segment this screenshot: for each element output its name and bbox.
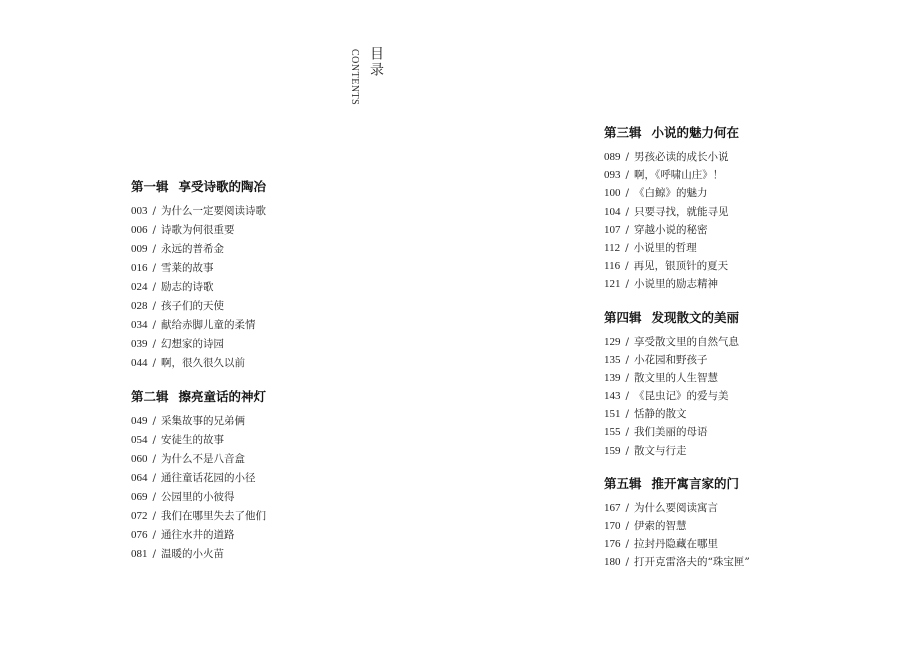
page-number: 034 [131, 319, 148, 331]
section-name: 享受诗歌的陶冶 [178, 179, 267, 194]
toc-entry[interactable]: 072 / 我们在哪里失去了他们 [131, 510, 267, 522]
entry-title: 小说里的哲理 [633, 241, 697, 254]
entry-title: 《昆虫记》的爱与美 [634, 390, 729, 403]
right-column [604, 122, 864, 585]
toc-entry[interactable]: 089 / 男孩必读的成长小说 [604, 151, 729, 163]
entry-title: 伊索的智慧 [634, 520, 687, 532]
entry-title: 啊，很久很久以前 [161, 357, 246, 369]
page-number: 159 [604, 444, 621, 457]
entry-title: 小说里的励志精神 [634, 278, 719, 291]
entry-title: 我们在哪里失去了他们 [161, 510, 267, 522]
page-number: 039 [131, 338, 148, 350]
section-number: 第四辑 [604, 309, 642, 325]
entry-list [131, 202, 391, 373]
entry-title: 拉封丹隐藏在哪里 [634, 538, 719, 551]
page-number: 143 [604, 390, 621, 403]
entry-title: 打开克雷洛夫的“珠宝匣” [634, 556, 750, 569]
page-number: 155 [604, 426, 621, 439]
toc-entry[interactable]: 016 / 雪莱的故事 [131, 262, 214, 274]
page-number: 100 [604, 187, 621, 200]
entry-title: 为什么一定要阅读诗歌 [161, 205, 267, 217]
entry-title: 公园里的小彼得 [161, 491, 235, 503]
toc-entry[interactable]: 009 / 永远的普希金 [131, 243, 225, 255]
page-number: 064 [131, 472, 148, 484]
page-number: 135 [604, 353, 621, 366]
page-number: 060 [131, 453, 148, 465]
page-number: 016 [131, 262, 148, 274]
section-1 [131, 176, 391, 373]
entry-title: 再见，银顶针的夏天 [633, 260, 729, 273]
page-number: 093 [604, 169, 621, 182]
toc-entry[interactable]: 006 / 诗歌为何很重要 [131, 224, 235, 236]
toc-entry[interactable]: 034 / 献给赤脚儿童的柔情 [131, 319, 256, 331]
entry-title: 小花园和野孩子 [634, 353, 708, 366]
entry-list [604, 148, 864, 294]
section-2 [131, 386, 391, 564]
page-number: 049 [131, 415, 148, 427]
section-5 [604, 473, 864, 572]
section-number: 第二辑 [131, 389, 169, 404]
toc-entry[interactable]: 069 / 公园里的小彼得 [131, 491, 235, 503]
entry-title: 穿越小说的秘密 [634, 223, 708, 236]
page-number: 089 [604, 151, 621, 163]
entry-title: 啊，《呼啸山庄》！ [634, 169, 724, 182]
toc-entry[interactable]: 155 / 我们美丽的母语 [604, 426, 708, 439]
entry-title: 我们美丽的母语 [634, 426, 708, 439]
toc-entry[interactable]: 121 / 小说里的励志精神 [604, 278, 719, 291]
section-name: 擦亮童话的神灯 [178, 389, 267, 404]
page-number: 121 [604, 278, 621, 291]
entry-title: 为什么不是八音盒 [161, 453, 246, 465]
section-number: 第一辑 [131, 179, 169, 194]
section-3 [604, 122, 864, 294]
toc-entry[interactable]: 003 / 为什么一定要阅读诗歌 [131, 205, 267, 217]
section-title [604, 473, 864, 495]
entry-title: 享受散文里的自然气息 [634, 335, 740, 348]
entry-title: 散文里的人生智慧 [634, 371, 719, 384]
toc-entry[interactable]: 167 / 为什么要阅读寓言 [604, 501, 719, 514]
toc-entry[interactable]: 107 / 穿越小说的秘密 [604, 223, 708, 236]
section-name: 小说的魅力何在 [651, 125, 740, 140]
page-number: 112 [604, 241, 621, 254]
toc-entry[interactable]: 135 / 小花园和野孩子 [604, 353, 708, 366]
entry-title: 通往水井的道路 [161, 529, 235, 541]
section-name: 发现散文的美丽 [651, 309, 740, 325]
page-number: 024 [131, 281, 148, 293]
toc-entry[interactable]: 049 / 采集故事的兄弟俩 [131, 415, 246, 427]
toc-heading [348, 46, 388, 116]
toc-title-en: CONTENTS [349, 49, 360, 106]
page-number: 139 [604, 371, 621, 384]
toc-entry[interactable]: 081 / 温暖的小火苗 [131, 548, 225, 560]
page-number: 170 [604, 520, 621, 532]
page-number: 054 [131, 434, 148, 446]
page-number: 107 [604, 223, 621, 236]
toc-entry[interactable]: 176 / 拉封丹隐藏在哪里 [604, 538, 719, 551]
left-column [131, 176, 391, 577]
entry-title: 雪莱的故事 [161, 262, 214, 274]
entry-title: 只要寻找，就能寻见 [634, 205, 729, 218]
entry-title: 温暖的小火苗 [161, 548, 225, 560]
entry-title: 为什么要阅读寓言 [634, 501, 719, 514]
section-number: 第三辑 [604, 125, 642, 140]
toc-title-cn: 目录 [368, 46, 384, 78]
page-number: 028 [131, 300, 148, 312]
toc-entry[interactable]: 116 / 再见，银顶针的夏天 [604, 260, 729, 273]
page-number: 180 [604, 556, 621, 569]
page-number: 044 [131, 357, 148, 369]
entry-title: 励志的诗歌 [161, 281, 214, 293]
entry-title: 男孩必读的成长小说 [634, 151, 729, 163]
page-number: 116 [604, 260, 621, 273]
entry-title: 献给赤脚儿童的柔情 [161, 319, 256, 331]
toc-entry[interactable]: 129 / 享受散文里的自然气息 [604, 335, 740, 348]
page-number: 167 [604, 501, 621, 514]
toc-entry[interactable]: 044 / 啊，很久很久以前 [131, 357, 246, 369]
section-name: 推开寓言家的门 [651, 475, 740, 491]
toc-entry[interactable]: 159 / 散文与行走 [604, 444, 687, 457]
entry-title: 永远的普希金 [161, 243, 225, 255]
entry-list [604, 499, 864, 572]
toc-entry[interactable]: 093 / 啊，《呼啸山庄》！ [604, 169, 724, 182]
page-number: 009 [131, 243, 148, 255]
entry-title: 诗歌为何很重要 [161, 224, 235, 236]
section-title [131, 176, 391, 198]
page-number: 003 [131, 205, 148, 217]
toc-entry[interactable]: 104 / 只要寻找，就能寻见 [604, 205, 729, 218]
page-number: 006 [131, 224, 148, 236]
page-number: 069 [131, 491, 148, 503]
toc-entry[interactable]: 064 / 通往童话花园的小径 [131, 472, 256, 484]
toc-entry[interactable]: 028 / 孩子们的天使 [131, 300, 225, 312]
page-number: 076 [131, 529, 148, 541]
page-number: 176 [604, 538, 621, 551]
toc-entry[interactable]: 139 / 散文里的人生智慧 [604, 371, 719, 384]
page-number: 129 [604, 335, 621, 348]
toc-entry[interactable]: 112 / 小说里的哲理 [604, 241, 697, 254]
section-title [604, 122, 864, 144]
page-number: 104 [604, 205, 621, 218]
toc-entry[interactable]: 024 / 励志的诗歌 [131, 281, 214, 293]
entry-title: 恬静的散文 [634, 408, 687, 421]
toc-entry[interactable]: 060 / 为什么不是八音盒 [131, 453, 246, 465]
entry-title: 散文与行走 [634, 444, 687, 457]
toc-entry[interactable]: 100 / 《白鲸》的魅力 [604, 187, 708, 200]
section-title [131, 386, 391, 408]
section-title [604, 307, 864, 329]
entry-title: 幻想家的诗园 [161, 338, 225, 350]
page-number: 072 [131, 510, 148, 522]
toc-entry[interactable]: 170 / 伊索的智慧 [604, 520, 687, 532]
entry-title: 通往童话花园的小径 [161, 472, 256, 484]
page-number: 151 [604, 408, 621, 421]
entry-list [604, 333, 864, 460]
section-number: 第五辑 [604, 475, 642, 491]
toc-entry[interactable]: 039 / 幻想家的诗园 [131, 338, 225, 350]
entry-list [131, 412, 391, 564]
entry-title: 孩子们的天使 [161, 300, 225, 312]
toc-entry[interactable]: 076 / 通往水井的道路 [131, 529, 235, 541]
entry-title: 《白鲸》的魅力 [634, 187, 708, 200]
section-4 [604, 307, 864, 460]
toc-entry[interactable]: 054 / 安徒生的故事 [131, 434, 225, 446]
toc-entry[interactable]: 143 / 《昆虫记》的爱与美 [604, 390, 729, 403]
entry-title: 安徒生的故事 [161, 434, 225, 446]
entry-title: 采集故事的兄弟俩 [161, 415, 246, 427]
page-number: 081 [131, 548, 148, 560]
toc-entry[interactable]: 151 / 恬静的散文 [604, 408, 687, 421]
toc-entry[interactable]: 180 / 打开克雷洛夫的“珠宝匣” [604, 556, 750, 569]
